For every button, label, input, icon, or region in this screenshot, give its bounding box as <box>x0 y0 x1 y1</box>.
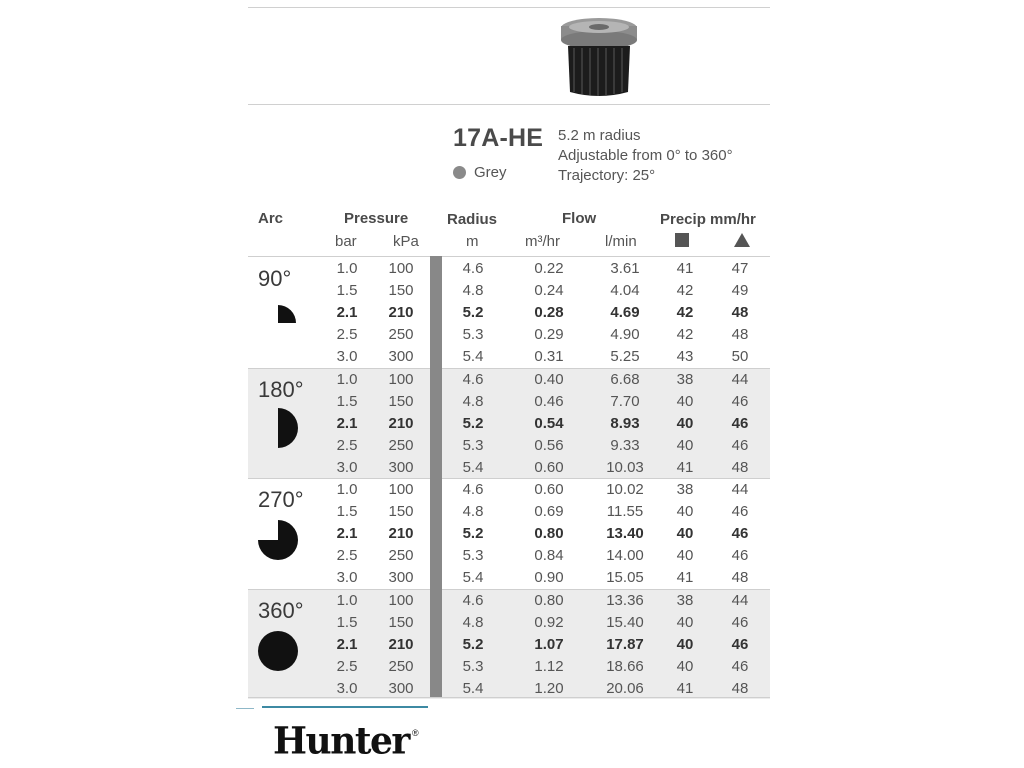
table-cell: 7.70 <box>610 392 640 410</box>
table-cell: 210 <box>388 635 414 653</box>
table-cell: 13.40 <box>606 525 644 542</box>
table-cell: 210 <box>388 414 414 432</box>
table-cell: 3.61 <box>610 260 640 277</box>
table-cell: 4.04 <box>610 282 640 299</box>
table-cell: 8.93 <box>610 414 640 432</box>
table-cell: 2.1 <box>336 304 358 321</box>
table-cell: 210 <box>388 525 414 542</box>
header-radius: Radius <box>447 211 498 228</box>
table-row <box>248 301 770 323</box>
table-cell: 300 <box>388 348 414 365</box>
table-cell: 2.5 <box>336 436 358 454</box>
table-cell: 2.5 <box>336 326 358 343</box>
table-cell: 14.00 <box>606 547 644 564</box>
table-cell: 0.92 <box>534 613 564 631</box>
table-row <box>248 633 770 655</box>
table-cell: 40 <box>676 525 694 542</box>
table-cell: 40 <box>676 436 694 454</box>
table-row <box>248 478 770 500</box>
table-cell: 0.29 <box>534 326 564 343</box>
table-cell: 1.20 <box>534 679 564 697</box>
header-pressure: Pressure <box>344 210 409 227</box>
table-cell: 5.3 <box>462 657 484 675</box>
arc-block-90 <box>248 257 770 367</box>
table-cell: 2.1 <box>336 525 358 542</box>
table-row <box>248 434 770 456</box>
table-cell: 300 <box>388 458 414 476</box>
table-cell: 250 <box>388 326 414 343</box>
table-cell: 15.40 <box>606 613 644 631</box>
table-cell: 1.0 <box>336 591 358 609</box>
table-row <box>248 544 770 566</box>
table-cell: 40 <box>676 414 694 432</box>
table-cell: 5.2 <box>462 414 484 432</box>
color-name: Grey <box>474 164 507 181</box>
table-cell: 40 <box>676 503 694 520</box>
table-cell: 5.25 <box>610 348 640 365</box>
block-divider <box>248 368 770 369</box>
table-cell: 1.12 <box>534 657 564 675</box>
table-cell: 38 <box>676 481 694 498</box>
table-row <box>248 677 770 699</box>
table-cell: 5.3 <box>462 547 484 564</box>
table-cell: 100 <box>388 370 414 388</box>
table-cell: 5.4 <box>462 679 484 697</box>
table-cell: 13.36 <box>606 591 644 609</box>
table-cell: 40 <box>676 635 694 653</box>
table-cell: 1.5 <box>336 613 358 631</box>
table-cell: 1.5 <box>336 503 358 520</box>
color-indicator <box>453 164 507 181</box>
table-cell: 41 <box>676 679 694 697</box>
table-cell: 4.6 <box>462 591 484 609</box>
header-flow: Flow <box>562 210 597 227</box>
table-cell: 2.1 <box>336 635 358 653</box>
table-cell: 1.0 <box>336 481 358 498</box>
arc-label: 180° <box>258 376 304 402</box>
table-cell: 48 <box>731 569 749 586</box>
block-divider <box>248 478 770 479</box>
table-cell: 40 <box>676 657 694 675</box>
table-cell: 5.2 <box>462 525 484 542</box>
table-cell: 1.07 <box>534 635 564 653</box>
table-cell: 100 <box>388 481 414 498</box>
table-cell: 300 <box>388 569 414 586</box>
table-cell: 5.3 <box>462 326 484 343</box>
arc-block-270 <box>248 478 770 588</box>
model-name: 17A-HE <box>453 124 544 152</box>
top-divider <box>248 7 770 8</box>
table-cell: 250 <box>388 436 414 454</box>
table-cell: 3.0 <box>336 679 358 697</box>
image-divider <box>248 104 770 105</box>
table-cell: 0.69 <box>534 503 564 520</box>
table-cell: 46 <box>731 657 749 675</box>
table-cell: 46 <box>731 547 749 564</box>
table-cell: 46 <box>731 414 749 432</box>
table-cell: 47 <box>731 260 749 277</box>
table-cell: 48 <box>731 326 749 343</box>
table-cell: 1.5 <box>336 282 358 299</box>
table-cell: 4.8 <box>462 613 484 631</box>
arc-label: 270° <box>258 487 304 512</box>
table-cell: 48 <box>731 304 749 321</box>
table-row <box>248 323 770 345</box>
table-cell: 100 <box>388 591 414 609</box>
table-row <box>248 412 770 434</box>
table-cell: 300 <box>388 679 414 697</box>
table-cell: 41 <box>676 260 694 277</box>
table-cell: 5.3 <box>462 436 484 454</box>
table-cell: 0.60 <box>534 458 564 476</box>
nozzle-spec-sheet <box>248 0 770 768</box>
table-cell: 250 <box>388 547 414 564</box>
table-cell: 2.1 <box>336 414 358 432</box>
table-cell: 42 <box>676 326 694 343</box>
column-separator-bar <box>430 256 442 698</box>
registered-mark: ® <box>412 728 419 738</box>
table-cell: 150 <box>388 503 414 520</box>
arc-label: 360° <box>258 597 304 623</box>
table-cell: 0.46 <box>534 392 564 410</box>
table-cell: 4.6 <box>462 481 484 498</box>
table-cell: 46 <box>731 392 749 410</box>
subheader-m3hr: m³/hr <box>525 233 560 250</box>
table-cell: 2.5 <box>336 547 358 564</box>
table-cell: 42 <box>676 282 694 299</box>
table-cell: 40 <box>676 547 694 564</box>
table-row <box>248 611 770 633</box>
bottom-divider <box>248 697 770 698</box>
table-row <box>248 390 770 412</box>
table-cell: 0.90 <box>534 569 564 586</box>
table-cell: 46 <box>731 503 749 520</box>
table-cell: 42 <box>676 304 694 321</box>
table-cell: 38 <box>676 370 694 388</box>
table-cell: 0.80 <box>534 591 564 609</box>
table-cell: 0.56 <box>534 436 564 454</box>
table-cell: 5.2 <box>462 304 484 321</box>
square-icon <box>675 233 689 247</box>
table-cell: 5.4 <box>462 569 484 586</box>
table-row <box>248 345 770 367</box>
table-cell: 41 <box>676 458 694 476</box>
table-cell: 46 <box>731 525 749 542</box>
table-cell: 4.90 <box>610 326 640 343</box>
table-cell: 1.0 <box>336 370 358 388</box>
header-precip: Precip mm/hr <box>660 211 756 228</box>
table-cell: 18.66 <box>606 657 644 675</box>
table-cell: 15.05 <box>606 569 644 586</box>
logo-accent-bar <box>262 706 428 708</box>
table-cell: 3.0 <box>336 569 358 586</box>
table-row <box>248 456 770 478</box>
table-row <box>248 522 770 544</box>
table-cell: 9.33 <box>610 436 640 454</box>
table-cell: 0.24 <box>534 282 564 299</box>
table-cell: 41 <box>676 569 694 586</box>
table-row <box>248 655 770 677</box>
table-cell: 3.0 <box>336 348 358 365</box>
spec-radius: 5.2 m radius <box>558 127 641 144</box>
table-cell: 40 <box>676 613 694 631</box>
table-cell: 10.03 <box>606 458 644 476</box>
table-cell: 150 <box>388 282 414 299</box>
spec-lines <box>558 126 733 186</box>
table-cell: 0.40 <box>534 370 564 388</box>
table-cell: 49 <box>731 282 749 299</box>
table-cell: 100 <box>388 260 414 277</box>
table-cell: 5.2 <box>462 635 484 653</box>
table-cell: 250 <box>388 657 414 675</box>
grey-dot-icon <box>453 166 466 179</box>
table-cell: 0.28 <box>534 304 564 321</box>
table-row <box>248 566 770 588</box>
table-cell: 0.60 <box>534 481 564 498</box>
table-cell: 6.68 <box>610 370 640 388</box>
table-cell: 0.22 <box>534 260 564 277</box>
hunter-logo: Hunter <box>273 718 409 764</box>
table-cell: 0.54 <box>534 414 564 432</box>
subheader-bar: bar <box>335 233 357 250</box>
table-row <box>248 279 770 301</box>
table-cell: 50 <box>731 348 749 365</box>
subheader-lmin: l/min <box>605 233 637 250</box>
table-cell: 11.55 <box>606 503 644 520</box>
table-cell: 2.5 <box>336 657 358 675</box>
table-row <box>248 257 770 279</box>
table-row <box>248 589 770 611</box>
table-cell: 4.8 <box>462 392 484 410</box>
table-cell: 150 <box>388 613 414 631</box>
table-cell: 0.84 <box>534 547 564 564</box>
arc-block-360 <box>248 589 770 699</box>
subheader-kpa: kPa <box>393 233 419 250</box>
table-cell: 10.02 <box>606 481 644 498</box>
table-cell: 46 <box>731 613 749 631</box>
table-cell: 4.6 <box>462 370 484 388</box>
table-cell: 150 <box>388 392 414 410</box>
table-cell: 44 <box>731 481 749 498</box>
table-cell: 1.0 <box>336 260 358 277</box>
logo-accent-line <box>236 708 254 709</box>
table-cell: 4.8 <box>462 282 484 299</box>
table-cell: 20.06 <box>606 679 644 697</box>
table-cell: 3.0 <box>336 458 358 476</box>
table-cell: 5.4 <box>462 458 484 476</box>
table-cell: 0.31 <box>534 348 564 365</box>
triangle-icon <box>734 233 750 247</box>
table-cell: 4.69 <box>610 304 640 321</box>
arc-block-180 <box>248 368 770 478</box>
table-cell: 43 <box>676 348 694 365</box>
table-cell: 46 <box>731 436 749 454</box>
table-cell: 5.4 <box>462 348 484 365</box>
table-cell: 46 <box>731 635 749 653</box>
table-cell: 17.87 <box>606 635 644 653</box>
table-cell: 40 <box>676 392 694 410</box>
header-arc: Arc <box>258 210 284 227</box>
spec-adjustable: Adjustable from 0° to 360° <box>558 147 733 164</box>
table-cell: 38 <box>676 591 694 609</box>
arc-label: 90° <box>258 266 292 291</box>
table-cell: 1.5 <box>336 392 358 410</box>
table-cell: 0.80 <box>534 525 564 542</box>
spec-trajectory: Trajectory: 25° <box>558 167 656 184</box>
subheader-m: m <box>466 233 479 250</box>
table-cell: 44 <box>731 591 749 609</box>
table-cell: 48 <box>731 458 749 476</box>
table-row <box>248 368 770 390</box>
table-cell: 44 <box>731 370 749 388</box>
table-cell: 210 <box>388 304 414 321</box>
table-cell: 4.8 <box>462 503 484 520</box>
table-cell: 4.6 <box>462 260 484 277</box>
block-divider <box>248 589 770 590</box>
nozzle-image <box>558 16 640 100</box>
table-cell: 48 <box>731 679 749 697</box>
table-row <box>248 500 770 522</box>
